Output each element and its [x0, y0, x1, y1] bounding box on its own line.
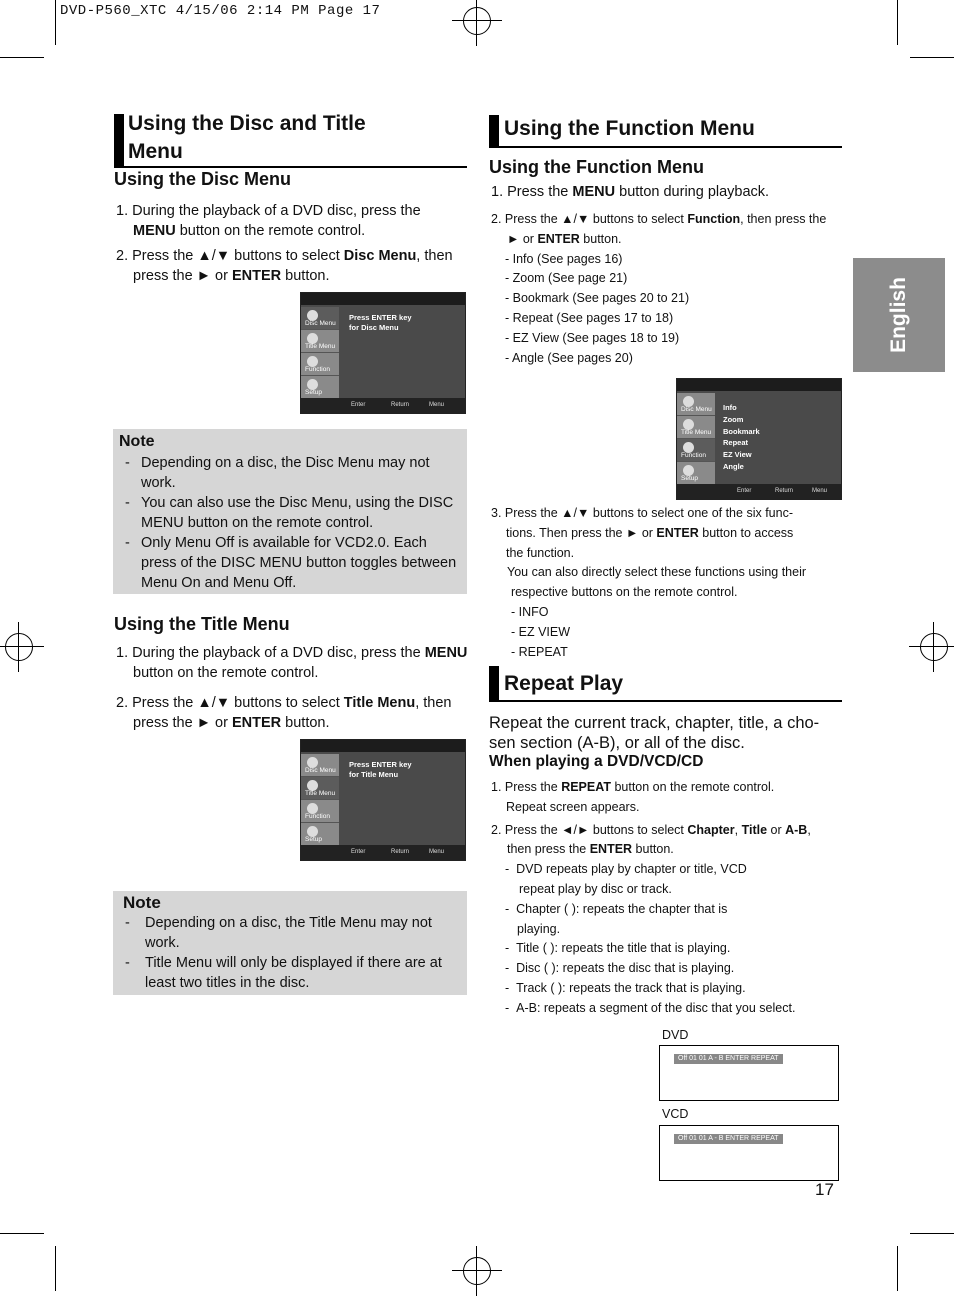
osd-hint: Enter [351, 849, 366, 855]
osd-hint: Menu [812, 488, 828, 494]
section-bar [489, 115, 499, 148]
step-text: button on the remote control. [610, 780, 775, 794]
osd-bottom-bar [677, 484, 841, 499]
language-tab-label: English [887, 277, 910, 353]
step-text: press the ► or [133, 715, 232, 731]
osd-menu-item [677, 462, 715, 485]
osd-function-item: Bookmark [723, 426, 760, 436]
osd-message-line: for Disc Menu [349, 323, 399, 332]
crop-mark [897, 0, 898, 45]
osd-bottom-bar [301, 398, 465, 413]
step-bold: Title [741, 822, 768, 837]
vcd-repeat-screen [659, 1125, 839, 1181]
repeat-bullet: playing. [517, 921, 561, 936]
function-step-3 [491, 504, 843, 662]
step-bold: A-B [785, 822, 808, 837]
step-text: 2. Press the ▲/▼ buttons to select [116, 248, 344, 264]
registration-mark-icon [463, 7, 491, 35]
step-text: or [767, 822, 786, 837]
osd-top-bar [301, 293, 465, 305]
step-text: then press the [507, 842, 590, 857]
function-list-item: - Angle (See pages 20) [505, 350, 633, 365]
step-bold: Chapter [687, 822, 735, 837]
note-item: - You can also use the Disc Menu, using the DISC MENU button on the remote control. [119, 493, 461, 533]
page-number: 17 [815, 1180, 834, 1199]
step-text: button. [281, 715, 330, 731]
function-list-item: - Bookmark (See pages 20 to 21) [505, 291, 690, 306]
osd-function-item: Zoom [723, 414, 744, 424]
osd-top-bar [301, 740, 465, 752]
step-bold: ENTER [231, 715, 282, 731]
osd-function-item: Angle [723, 461, 744, 471]
note-item: - Only Menu Off is available for VCD2.0. Each press of the DISC MENU button toggles between Menu On and Menu Off. [119, 533, 461, 593]
osd-function-menu-screen [676, 378, 842, 500]
step-text: the function. [506, 545, 575, 560]
osd-menu-item [677, 416, 715, 439]
step-text: press the ► or [133, 268, 232, 284]
osd-menu-label: Function [681, 452, 706, 459]
osd-menu-item [301, 754, 339, 777]
note-title: Note [119, 433, 155, 450]
repeat-bullet: DVD repeats play by chapter or title, VCD [516, 862, 747, 877]
step-bold: MENU [133, 223, 176, 239]
note-title: Note [123, 893, 161, 912]
osd-menu-item [301, 307, 339, 330]
osd-menu-label: Disc Menu [305, 320, 336, 327]
step-text: 1. During the playback of a DVD disc, press the [116, 203, 421, 219]
osd-hint: Menu [429, 849, 445, 855]
dvd-label: DVD [662, 1028, 689, 1042]
repeat-bullet: Title ( ): repeats the title that is playing. [516, 941, 731, 956]
osd-menu-item [301, 823, 339, 846]
osd-menu-label: Disc Menu [305, 767, 336, 774]
section-rule [489, 146, 842, 148]
osd-menu-item [677, 439, 715, 462]
osd-menu-label: Title Menu [305, 790, 336, 797]
step-text: - REPEAT [511, 644, 568, 659]
osd-bottom-bar [301, 845, 465, 860]
step-bold: ENTER [656, 525, 699, 540]
step-text: 1. During the playback of a DVD disc, press the [116, 645, 425, 661]
step-bold: ENTER [537, 231, 580, 246]
step-text: - INFO [511, 604, 549, 619]
crop-mark [897, 1246, 898, 1291]
language-tab [853, 258, 945, 372]
note-box-title-menu [113, 891, 467, 995]
step-text: 2. Press the ▲/▼ buttons to select [491, 212, 688, 226]
osd-hint: Enter [351, 402, 366, 408]
step-text: ► or [507, 231, 538, 246]
function-list-item: - EZ View (See pages 18 to 19) [505, 330, 680, 345]
repeat-bar: Off 01 01 A - B ENTER REPEAT [674, 1134, 783, 1144]
osd-hint: Menu [429, 402, 445, 408]
step-bold: Function [687, 212, 741, 226]
disc-menu-steps [116, 201, 466, 286]
function-step-2 [491, 210, 843, 368]
step-text: - EZ VIEW [511, 624, 571, 639]
osd-menu-item [301, 330, 339, 353]
osd-menu-label: Disc Menu [681, 406, 712, 413]
step-text: , then [415, 695, 452, 711]
note-item: - Title Menu will only be displayed if there are at least two titles in the disc. [119, 953, 461, 993]
repeat-subheading: When playing a DVD/VCD/CD [489, 753, 704, 770]
osd-menu-item [677, 393, 715, 416]
osd-disc-menu-screen [300, 292, 466, 414]
osd-hint: Return [775, 488, 794, 494]
step-text: button to access [698, 525, 794, 540]
step-bold: ENTER [231, 268, 282, 284]
section-title-repeat-play: Repeat Play [504, 672, 624, 695]
note-item: - Depending on a disc, the Disc Menu may not work. [119, 453, 461, 493]
osd-menu-label: Setup [305, 836, 322, 843]
note-item: - Depending on a disc, the Title Menu may not work. [119, 913, 461, 953]
osd-function-item: Info [723, 403, 737, 412]
osd-function-item: EZ View [723, 450, 752, 460]
intro-line: Repeat the current track, chapter, title, a cho- [489, 714, 820, 732]
print-header: DVD-P560_XTC 4/15/06 2:14 PM Page 17 [60, 3, 381, 19]
repeat-bullet: Chapter ( ): repeats the chapter that is [516, 901, 728, 916]
osd-hint: Return [391, 402, 410, 408]
section-rule [489, 700, 842, 702]
step-bold: Disc Menu [343, 248, 417, 264]
step-bold: MENU [572, 184, 616, 200]
step-text: , [734, 822, 742, 837]
step-text: 2. Press the ◄/► buttons to select [491, 822, 688, 837]
osd-menu-item [301, 777, 339, 800]
crop-mark [0, 1233, 44, 1234]
section-title-line-2: Menu [128, 140, 183, 163]
osd-function-list [723, 402, 760, 473]
step-bold: REPEAT [561, 780, 611, 794]
step-text: 3. Press the ▲/▼ buttons to select one of the six func- [491, 506, 793, 520]
osd-top-bar [677, 379, 841, 391]
function-list-item: - Info (See pages 16) [505, 251, 623, 266]
step-text: button. [632, 842, 674, 857]
repeat-intro [489, 713, 845, 753]
title-menu-steps [116, 643, 468, 733]
step-text: respective buttons on the remote control. [511, 585, 738, 600]
registration-mark-icon [5, 633, 33, 661]
crop-mark [55, 1246, 56, 1291]
dvd-repeat-screen [659, 1045, 839, 1101]
osd-menu-label: Setup [305, 389, 322, 396]
osd-message [349, 760, 412, 780]
step-text: , then press the [740, 212, 827, 226]
note-box-disc-menu [113, 429, 467, 594]
step-text: , then [416, 248, 453, 264]
osd-menu-label: Title Menu [681, 429, 712, 436]
osd-menu-label: Setup [681, 475, 698, 482]
osd-menu-label: Function [305, 366, 330, 373]
osd-menu-item [301, 353, 339, 376]
crop-mark [910, 57, 954, 58]
function-menu-heading: Using the Function Menu [489, 157, 704, 177]
crop-mark [910, 1233, 954, 1234]
osd-menu-label: Title Menu [305, 343, 336, 350]
osd-function-item: Repeat [723, 438, 749, 448]
step-text: button on the remote control. [133, 665, 319, 681]
osd-title-menu-screen [300, 739, 466, 861]
function-step-1 [491, 182, 843, 202]
step-text: 1. Press the [491, 780, 562, 794]
title-menu-heading: Using the Title Menu [114, 614, 290, 634]
step-text: tions. Then press the ► or [506, 525, 657, 540]
osd-message-line: Press ENTER key [349, 760, 412, 769]
step-text: You can also directly select these functions using their [507, 565, 807, 580]
osd-message-line: for Title Menu [349, 770, 399, 779]
section-rule [114, 166, 467, 168]
repeat-bullet: Disc ( ): repeats the disc that is playing. [516, 961, 735, 976]
step-bold: Title Menu [343, 695, 416, 711]
step-text: Repeat screen appears. [506, 799, 640, 814]
osd-message-line: Press ENTER key [349, 313, 412, 322]
step-text: button. [579, 231, 622, 246]
step-text: 2. Press the ▲/▼ buttons to select [116, 695, 344, 711]
crop-mark [0, 57, 44, 58]
step-bold: MENU [424, 645, 468, 661]
section-title-disc-title-menu [128, 110, 366, 166]
osd-menu-item [301, 800, 339, 823]
osd-menu-label: Function [305, 813, 330, 820]
step-text: , [807, 822, 811, 837]
disc-menu-heading: Using the Disc Menu [114, 169, 292, 189]
step-text: button on the remote control. [175, 223, 366, 239]
step-text: button. [281, 268, 330, 284]
repeat-bullet: repeat play by disc or track. [519, 881, 672, 896]
intro-line: sen section (A-B), or all of the disc. [489, 734, 745, 752]
section-bar [114, 114, 124, 166]
registration-mark-icon [463, 1257, 491, 1285]
repeat-bullet: A-B: repeats a segment of the disc that you select. [516, 1000, 796, 1015]
repeat-bar: Off 01 01 A - B ENTER REPEAT [674, 1054, 783, 1064]
step-bold: ENTER [589, 842, 633, 857]
crop-mark [55, 0, 56, 45]
vcd-label: VCD [662, 1107, 689, 1121]
function-list-item: - Repeat (See pages 17 to 18) [505, 310, 674, 325]
repeat-bullet: Track ( ): repeats the track that is playing. [516, 980, 746, 995]
section-title-line-1: Using the Disc and Title [128, 112, 366, 135]
osd-hint: Enter [737, 488, 752, 494]
repeat-steps: 1. Press the REPEAT button on the remote control. Repeat screen appears. 2. Press the ◄/► buttons to select Chapter, Title or A-B, then press the ENTER button. - DVD repeats play by chapter or title, VCD repeat play by disc or track. - Chapter ( ): repeats the chapter that is playing. - Title ( ): repeats the title that is playing. - Disc ( ): repeats the disc that is playing. - Track ( ): repeats the track that is playing. - A-B: repeats a segment of the disc that you select. [491, 778, 843, 1019]
registration-mark-icon [920, 633, 948, 661]
step-text: 1. Press the [491, 184, 573, 200]
step-text: button during playback. [615, 184, 770, 200]
section-bar [489, 666, 499, 702]
osd-menu-item [301, 376, 339, 399]
section-title-function-menu: Using the Function Menu [504, 117, 755, 140]
osd-hint: Return [391, 849, 410, 855]
function-list-item: - Zoom (See page 21) [505, 271, 628, 286]
osd-message [349, 313, 412, 333]
